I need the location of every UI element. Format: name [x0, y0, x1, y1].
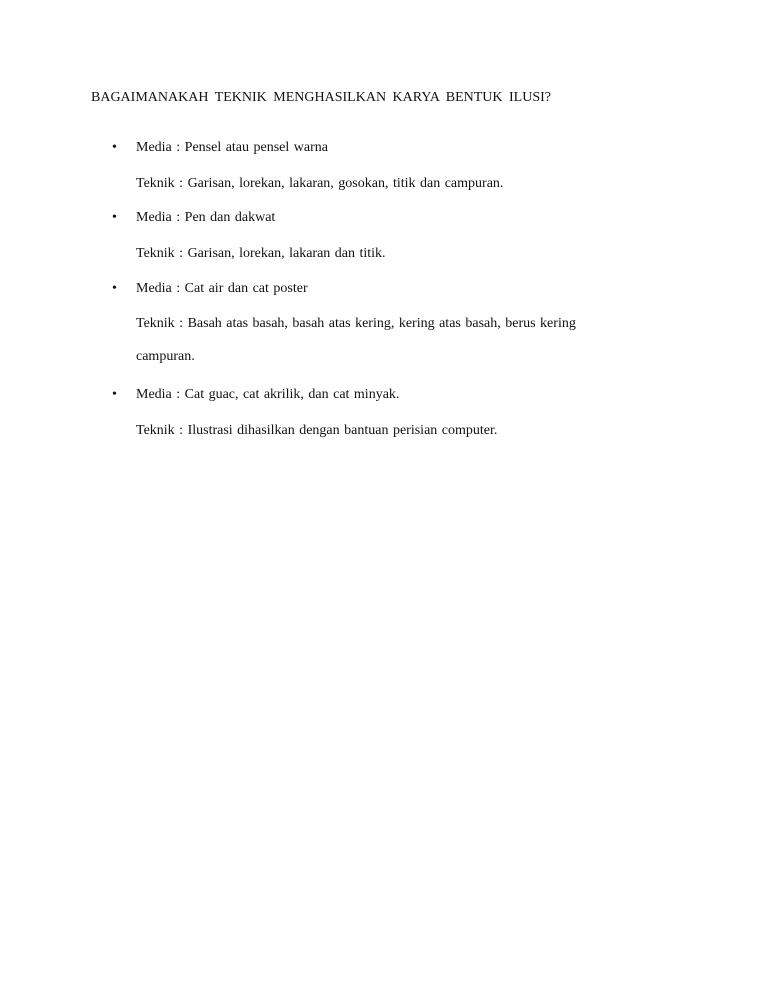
- bullet-marker: •: [112, 281, 117, 296]
- teknik-line-3a: Teknik : Basah atas basah, basah atas kering, kering atas basah, berus kering: [136, 316, 576, 331]
- teknik-line-3b: campuran.: [136, 349, 195, 364]
- media-line-4: Media : Cat guac, cat akrilik, dan cat minyak.: [136, 387, 400, 402]
- teknik-line-1: Teknik : Garisan, lorekan, lakaran, gosokan, titik dan campuran.: [136, 176, 504, 191]
- bullet-marker: •: [112, 387, 117, 402]
- bullet-marker: •: [112, 210, 117, 225]
- bullet-marker: •: [112, 140, 117, 155]
- page-title: BAGAIMANAKAH TEKNIK MENGHASILKAN KARYA BENTUK ILUSI?: [91, 90, 551, 105]
- teknik-line-4: Teknik : Ilustrasi dihasilkan dengan bantuan perisian computer.: [136, 423, 498, 438]
- media-line-1: Media : Pensel atau pensel warna: [136, 140, 328, 155]
- media-line-2: Media : Pen dan dakwat: [136, 210, 276, 225]
- teknik-line-2: Teknik : Garisan, lorekan, lakaran dan titik.: [136, 246, 386, 261]
- media-line-3: Media : Cat air dan cat poster: [136, 281, 308, 296]
